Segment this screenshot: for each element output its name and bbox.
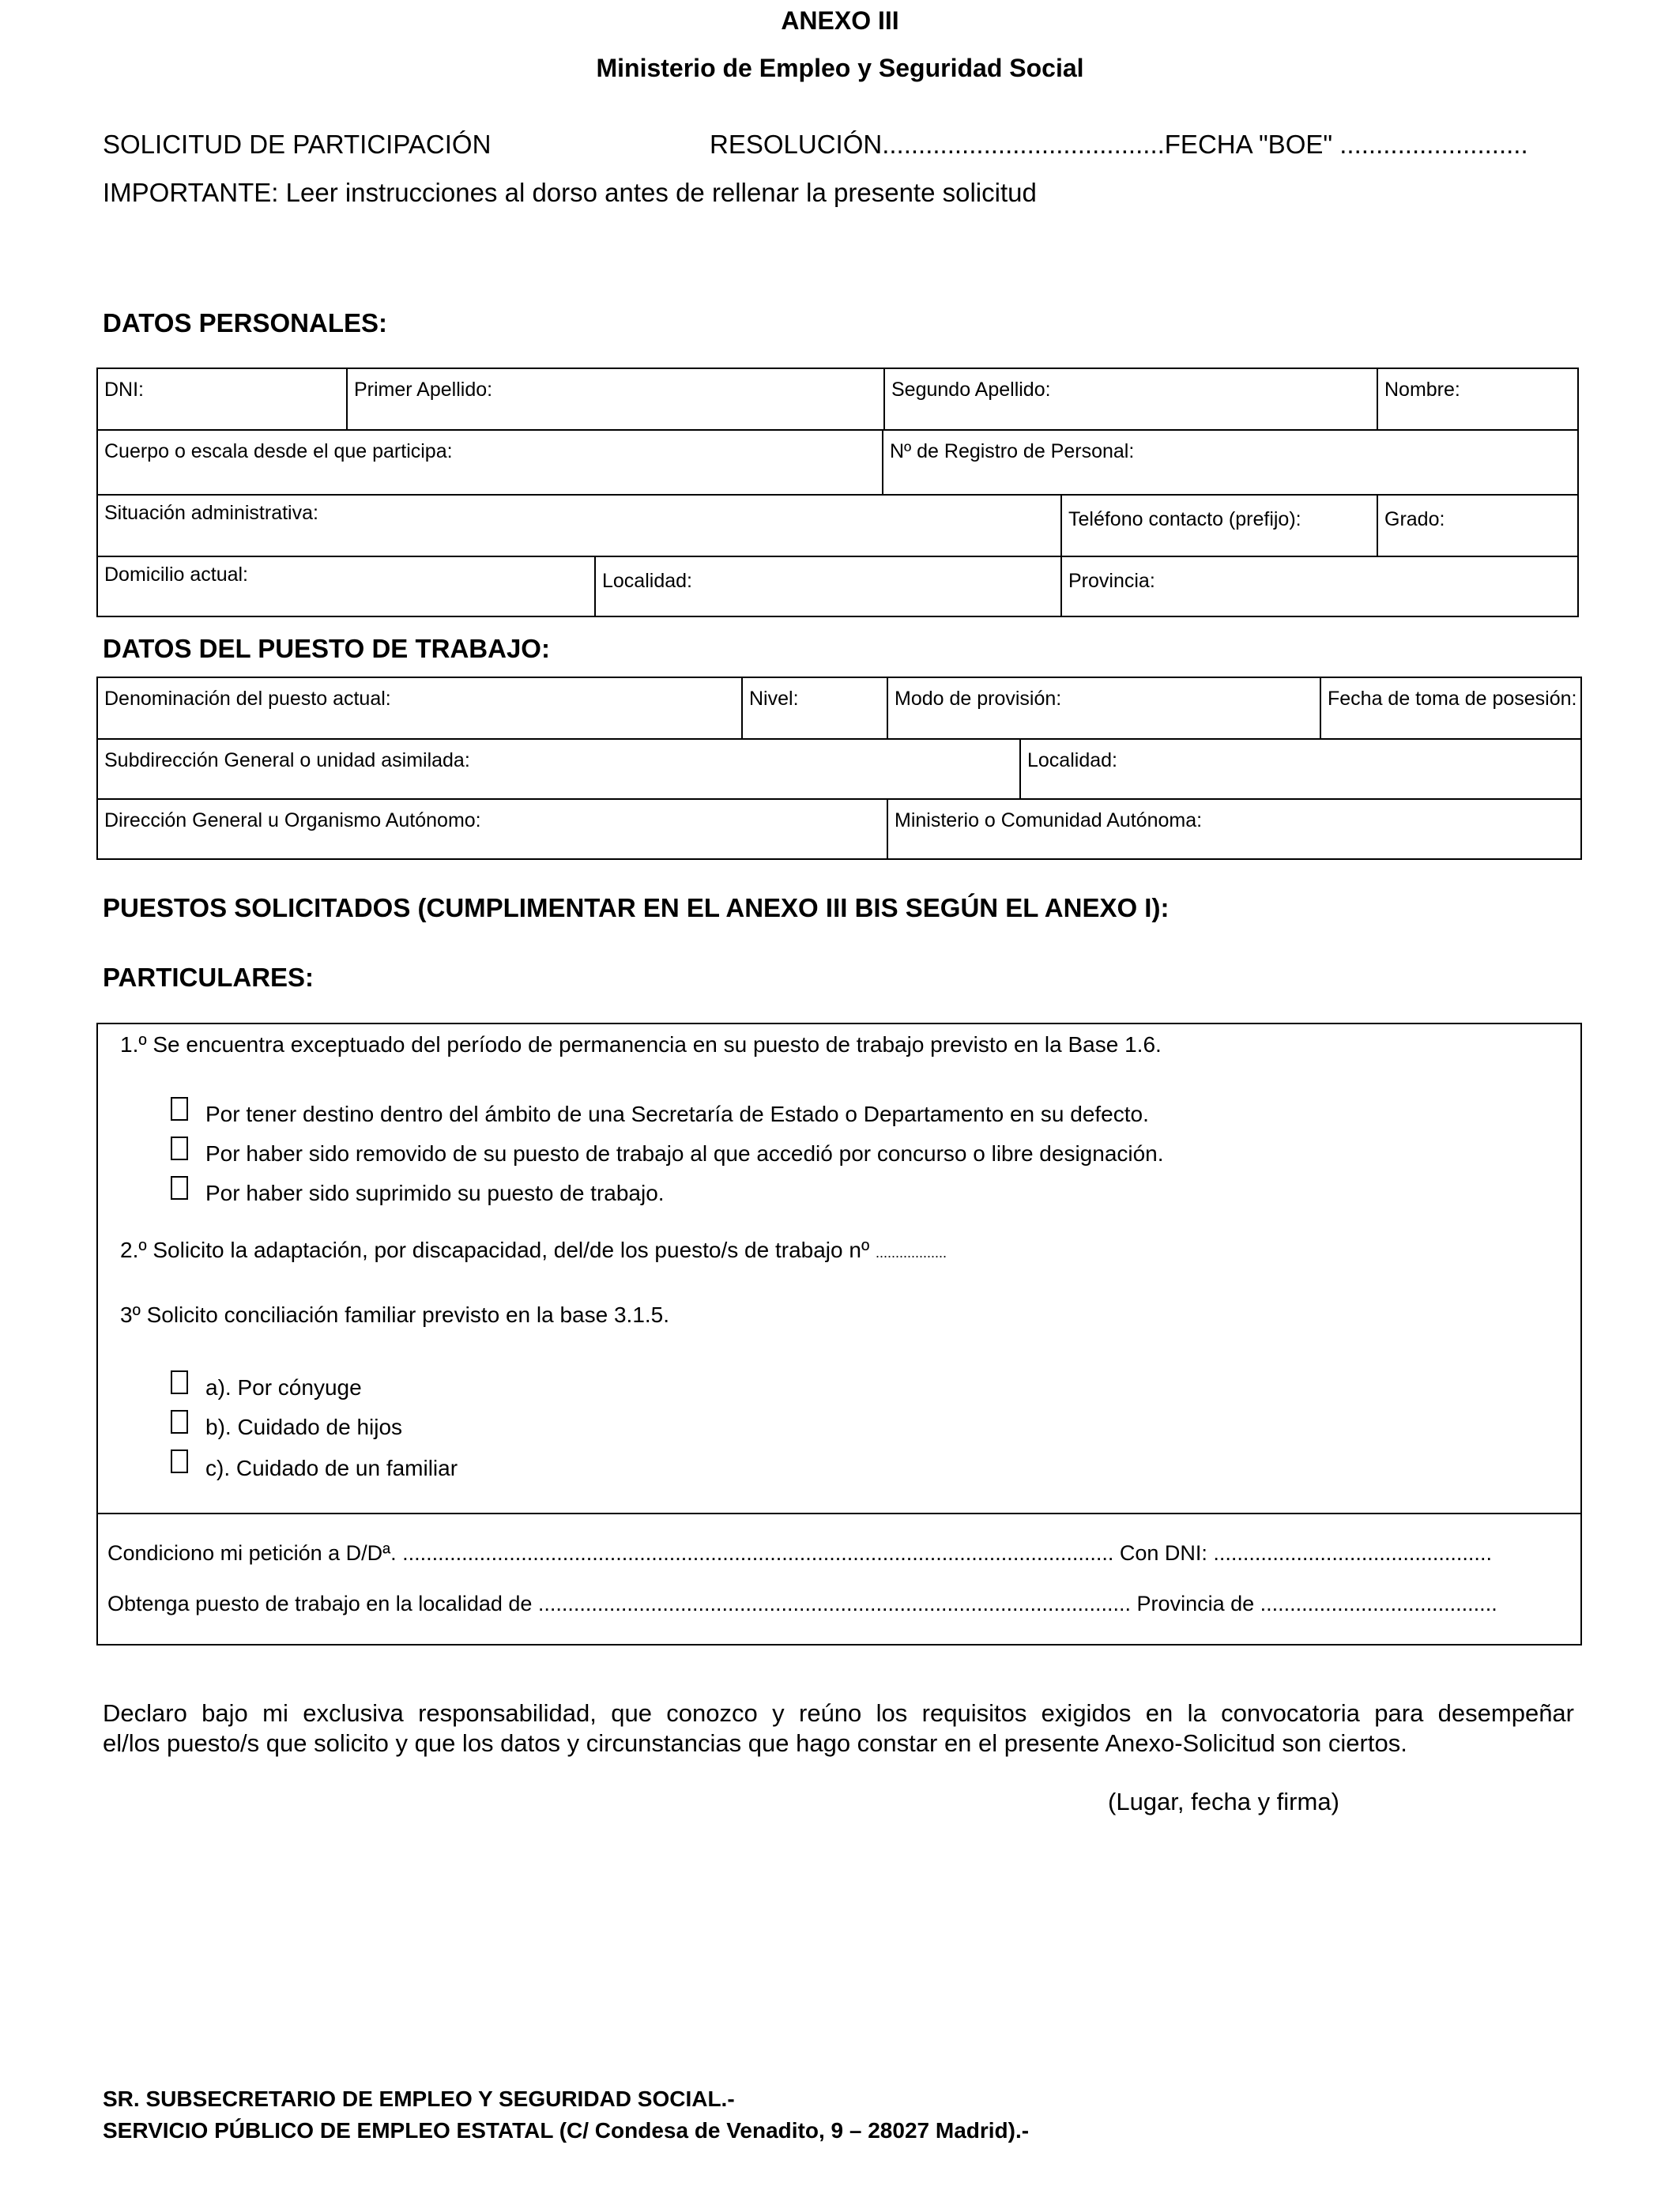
- option-conyuge: a). Por cónyuge: [205, 1375, 362, 1400]
- item-2-dots: ..................: [875, 1245, 947, 1261]
- personal-data-table: [96, 368, 1579, 617]
- footer-line-2: SERVICIO PÚBLICO DE EMPLEO ESTATAL (C/ Condesa de Venadito, 9 – 28027 Madrid).-: [103, 2118, 1030, 2143]
- checkbox-suprimido[interactable]: [171, 1176, 188, 1200]
- checkbox-hijos[interactable]: [171, 1410, 188, 1434]
- declaracion-line-2: el/los puesto/s que solicito y que los datos y circunstancias que hago constar en el presente Anexo-Solicitud son ciertos.: [103, 1729, 1407, 1757]
- nombre-label: Nombre:: [1384, 379, 1460, 401]
- provincia-field[interactable]: [1062, 557, 1577, 616]
- cuerpo-field[interactable]: [98, 431, 883, 496]
- dni-label: DNI:: [104, 379, 144, 401]
- checkbox-familiar[interactable]: [171, 1449, 188, 1473]
- provincia-label: Provincia:: [1068, 570, 1155, 592]
- item-3-text: 3º Solicito conciliación familiar previsto en la base 3.1.5.: [120, 1302, 670, 1327]
- particulares-heading: PARTICULARES:: [103, 963, 315, 992]
- grado-label: Grado:: [1384, 508, 1445, 530]
- domicilio-field[interactable]: [98, 557, 596, 616]
- segundo-apellido-field[interactable]: [885, 369, 1378, 431]
- cuerpo-label: Cuerpo o escala desde el que participa:: [104, 440, 453, 462]
- particulares-divider: [98, 1513, 1580, 1514]
- modo-provision-label: Modo de provisión:: [895, 688, 1062, 710]
- option-hijos: b). Cuidado de hijos: [205, 1415, 403, 1439]
- importante-note: IMPORTANTE: Leer instrucciones al dorso antes de rellenar la presente solicitud: [103, 178, 1037, 207]
- ministerio-field[interactable]: [888, 800, 1580, 858]
- option-secretaria: Por tener destino dentro del ámbito de una Secretaría de Estado o Departamento en su defecto.: [205, 1102, 1149, 1126]
- modo-provision-field[interactable]: [888, 678, 1321, 740]
- footer-line-1: SR. SUBSECRETARIO DE EMPLEO Y SEGURIDAD SOCIAL.-: [103, 2087, 735, 2111]
- denominacion-label: Denominación del puesto actual:: [104, 688, 391, 710]
- item-2-label: 2.º Solicito la adaptación, por discapacidad, del/de los puesto/s de trabajo nº: [120, 1238, 870, 1262]
- personal-data-heading: DATOS PERSONALES:: [103, 308, 387, 337]
- particulares-box: [96, 1023, 1582, 1646]
- obtenga-line[interactable]: Obtenga puesto de trabajo en la localidad de .................................................................................................... Provincia de ........................................: [107, 1592, 1497, 1615]
- subdireccion-field[interactable]: [98, 740, 1021, 800]
- option-familiar: c). Cuidado de un familiar: [205, 1456, 458, 1480]
- primer-apellido-field[interactable]: [348, 369, 885, 431]
- direccion-field[interactable]: [98, 800, 888, 858]
- job-data-table: [96, 677, 1582, 860]
- option-suprimido: Por haber sido suprimido su puesto de trabajo.: [205, 1181, 665, 1205]
- situacion-label: Situación administrativa:: [104, 502, 318, 524]
- registro-label: Nº de Registro de Personal:: [890, 440, 1135, 462]
- direccion-label: Dirección General u Organismo Autónomo:: [104, 809, 481, 831]
- puestos-heading: PUESTOS SOLICITADOS (CUMPLIMENTAR EN EL ANEXO III BIS SEGÚN EL ANEXO I):: [103, 893, 1170, 922]
- checkbox-conyuge[interactable]: [171, 1370, 188, 1394]
- telefono-field[interactable]: [1062, 496, 1378, 557]
- situacion-field[interactable]: [98, 496, 1062, 557]
- nivel-label: Nivel:: [749, 688, 799, 710]
- localidad-job-label: Localidad:: [1027, 749, 1117, 771]
- grado-field[interactable]: [1378, 496, 1577, 557]
- domicilio-label: Domicilio actual:: [104, 564, 249, 586]
- primer-apellido-label: Primer Apellido:: [354, 379, 493, 401]
- segundo-apellido-label: Segundo Apellido:: [891, 379, 1051, 401]
- resolucion-line: RESOLUCIÓN.......................................FECHA "BOE" ..........................: [710, 130, 1528, 159]
- firma-label: (Lugar, fecha y firma): [1108, 1788, 1339, 1815]
- annex-title: ANEXO III: [781, 6, 899, 35]
- item-2-text: [120, 1238, 947, 1263]
- nombre-field[interactable]: [1378, 369, 1577, 431]
- checkbox-removido[interactable]: [171, 1137, 188, 1160]
- condiciono-line[interactable]: Condiciono mi petición a D/Dª. ........................................................................................................................ Con DNI: ...............................................: [107, 1541, 1492, 1565]
- option-removido: Por haber sido removido de su puesto de trabajo al que accedió por concurso o libre designación.: [205, 1141, 1164, 1166]
- nivel-field[interactable]: [743, 678, 888, 740]
- item-1-text: 1.º Se encuentra exceptuado del período de permanencia en su puesto de trabajo previsto en la Base 1.6.: [120, 1032, 1162, 1057]
- denominacion-field[interactable]: [98, 678, 743, 740]
- fecha-posesion-label: Fecha de toma de posesión:: [1328, 688, 1577, 710]
- dni-field[interactable]: [98, 369, 348, 431]
- solicitud-label: SOLICITUD DE PARTICIPACIÓN: [103, 130, 492, 159]
- job-data-heading: DATOS DEL PUESTO DE TRABAJO:: [103, 634, 550, 663]
- localidad-job-field[interactable]: [1021, 740, 1580, 800]
- declaracion-line-1: Declaro bajo mi exclusiva responsabilidad, que conozco y reúno los requisitos exigidos en la convocatoria para desempeñar: [103, 1699, 1574, 1727]
- localidad-personal-label: Localidad:: [602, 570, 692, 592]
- ministerio-label: Ministerio o Comunidad Autónoma:: [895, 809, 1203, 831]
- ministry-title: Ministerio de Empleo y Seguridad Social: [596, 54, 1084, 82]
- localidad-personal-field[interactable]: [596, 557, 1062, 616]
- telefono-label: Teléfono contacto (prefijo):: [1068, 508, 1301, 530]
- subdireccion-label: Subdirección General o unidad asimilada:: [104, 749, 470, 771]
- checkbox-secretaria[interactable]: [171, 1097, 188, 1121]
- fecha-posesion-field[interactable]: [1321, 678, 1580, 740]
- registro-field[interactable]: [883, 431, 1577, 496]
